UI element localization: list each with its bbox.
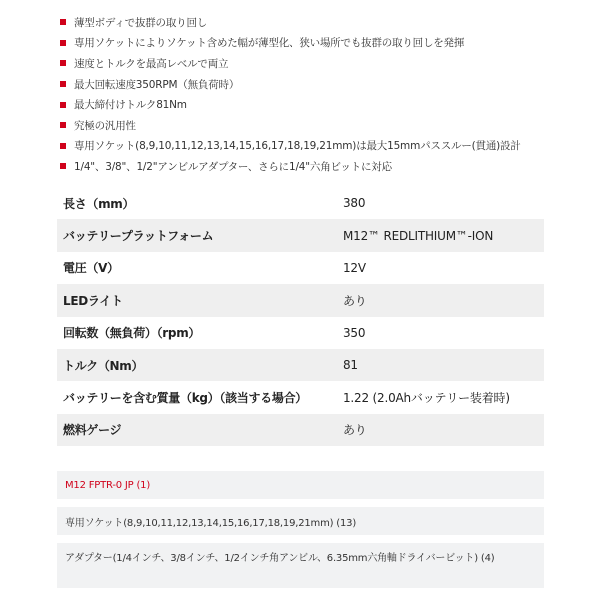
square-bullet-icon — [60, 102, 66, 108]
spec-table — [57, 187, 544, 446]
feature-text: 最大締付けトルク81Nm — [74, 99, 187, 112]
contents-item-sockets: 専用ソケット(8,9,10,11,12,13,14,15,16,17,18,19,21mm) (13) — [57, 507, 544, 535]
spec-label: バッテリーを含む質量（kg）（該当する場合） — [63, 391, 307, 406]
feature-text: 1/4"、3/8"、1/2"アンビルアダプター、さらに1/4"六角ビットに対応 — [74, 160, 392, 173]
feature-item — [60, 33, 600, 54]
spec-row-led-light — [57, 284, 544, 316]
spec-value: 81 — [343, 358, 358, 373]
spec-row-length — [57, 187, 544, 219]
spec-value: あり — [343, 293, 367, 308]
spec-value: 380 — [343, 196, 366, 211]
spec-value: 350 — [343, 325, 366, 340]
spec-row-voltage — [57, 252, 544, 284]
spec-label: 回転数（無負荷）（rpm） — [63, 326, 201, 341]
square-bullet-icon — [60, 163, 66, 169]
feature-text: 専用ソケット(8,9,10,11,12,13,14,15,16,17,18,19,21mm)は最大15mmパススルー(貫通)設計 — [74, 140, 521, 153]
feature-item — [60, 136, 600, 157]
spec-row-battery-platform — [57, 219, 544, 251]
feature-item — [60, 115, 600, 136]
contents-item-model[interactable]: M12 FPTR-0 JP (1) — [57, 471, 544, 499]
package-contents — [57, 471, 544, 596]
feature-item — [60, 94, 600, 115]
spec-row-rpm — [57, 317, 544, 349]
spec-value: あり — [343, 423, 367, 438]
spec-value: M12™ REDLITHIUM™-ION — [343, 228, 494, 243]
feature-text: 究極の汎用性 — [74, 119, 136, 132]
spec-label: 長さ（mm） — [63, 196, 135, 211]
square-bullet-icon — [60, 143, 66, 149]
spec-label: 燃料ゲージ — [63, 423, 122, 438]
spec-label: LEDライト — [63, 293, 123, 308]
feature-item — [60, 53, 600, 74]
spec-row-fuel-gauge — [57, 414, 544, 446]
feature-item — [60, 156, 600, 177]
spec-value: 1.22 (2.0Ahバッテリー装着時) — [343, 391, 510, 406]
contents-item-adapters: アダプター(1/4インチ、3/8インチ、1/2インチ角アンビル、6.35mm六角軸ドライバービット) (4) — [57, 543, 544, 588]
spec-value: 12V — [343, 260, 366, 275]
feature-text: 速度とトルクを最高レベルで両立 — [74, 57, 229, 70]
spec-label: 電圧（V） — [63, 261, 119, 276]
feature-item — [60, 74, 600, 95]
spec-label: トルク（Nm） — [63, 358, 144, 373]
square-bullet-icon — [60, 122, 66, 128]
feature-item — [60, 12, 600, 33]
feature-text: 専用ソケットによりソケット含めた幅が薄型化、狭い場所でも抜群の取り回しを発揮 — [74, 37, 465, 50]
square-bullet-icon — [60, 60, 66, 66]
spec-row-torque — [57, 349, 544, 381]
feature-text: 薄型ボディで抜群の取り回し — [74, 16, 208, 29]
square-bullet-icon — [60, 81, 66, 87]
spec-label: バッテリープラットフォーム — [63, 229, 214, 244]
square-bullet-icon — [60, 40, 66, 46]
spec-row-weight — [57, 381, 544, 413]
feature-text: 最大回転速度350RPM（無負荷時） — [74, 78, 240, 91]
square-bullet-icon — [60, 19, 66, 25]
feature-list — [60, 12, 600, 177]
